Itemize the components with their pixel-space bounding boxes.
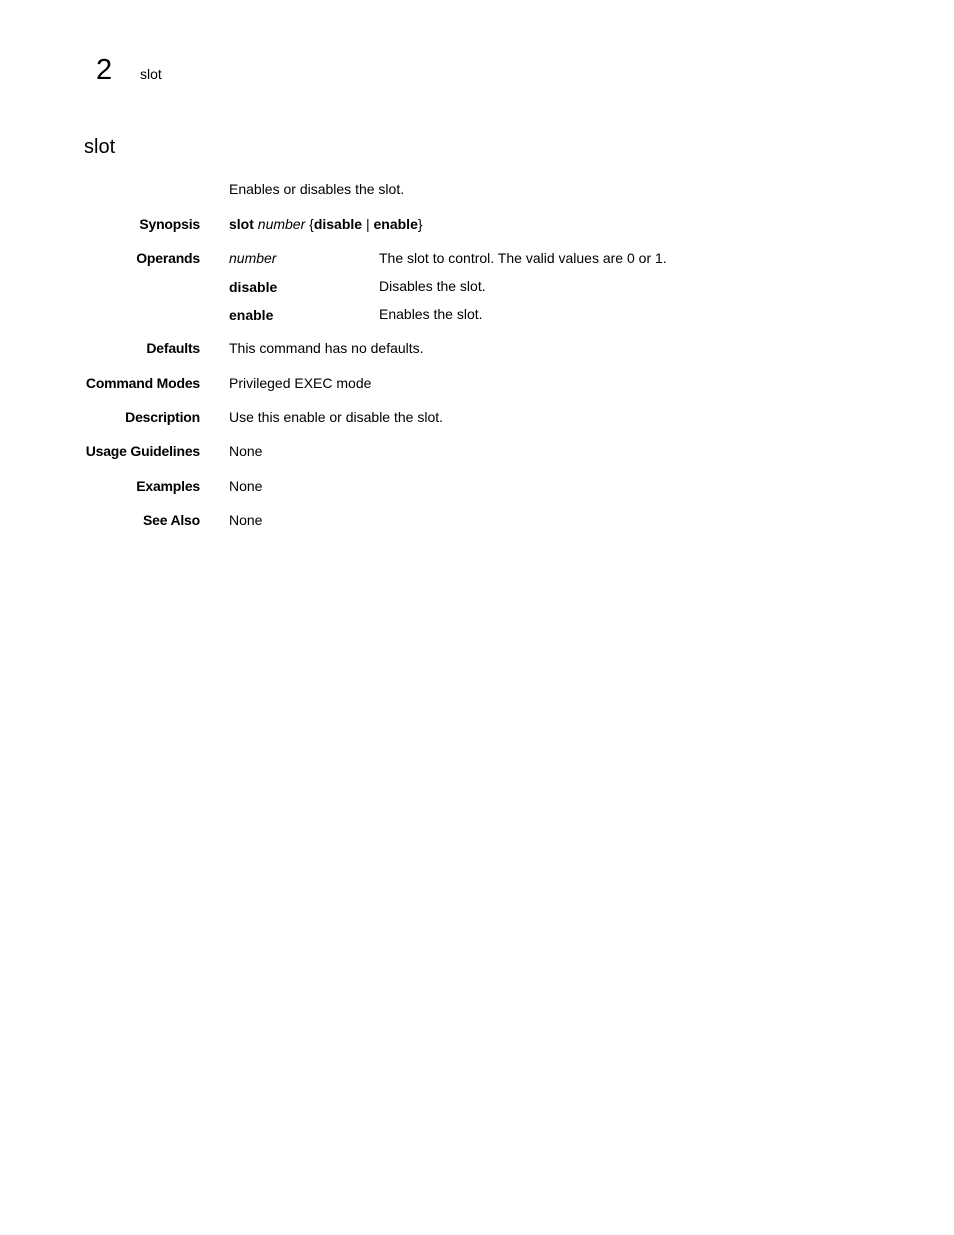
command-title: slot: [84, 136, 116, 158]
examples-value: None: [229, 478, 263, 494]
see-also-row: [0, 511, 954, 531]
examples-label: Examples: [136, 478, 200, 494]
synopsis-row: [0, 215, 954, 235]
defaults-row: [0, 339, 954, 359]
synopsis-option-disable: disable: [313, 216, 363, 232]
defaults-value: This command has no defaults.: [229, 340, 424, 356]
see-also-label: See Also: [142, 512, 200, 528]
operand-description: The slot to control. The valid values are 0 or 1.: [379, 250, 667, 266]
defaults-label: Defaults: [146, 340, 200, 356]
description-row: [0, 408, 954, 428]
usage-guidelines-label: Usage Guidelines: [85, 443, 200, 459]
usage-guidelines-value: None: [229, 443, 263, 459]
command-modes-row: [0, 374, 954, 394]
synopsis-keyword: slot: [229, 216, 254, 232]
description-label: Description: [125, 409, 200, 425]
see-also-value: None: [229, 512, 263, 528]
synopsis-option-enable: enable: [373, 216, 418, 232]
command-modes-value: Privileged EXEC mode: [229, 375, 372, 391]
operands-label: Operands: [136, 250, 200, 266]
command-modes-label: Command Modes: [85, 375, 200, 391]
operand-description: Disables the slot.: [379, 278, 486, 294]
synopsis-label: Synopsis: [139, 216, 200, 232]
operand-description: Enables the slot.: [379, 306, 483, 322]
chapter-number: 2: [96, 54, 113, 86]
description-value: Use this enable or disable the slot.: [229, 409, 444, 425]
command-summary: Enables or disables the slot.: [229, 181, 405, 197]
synopsis-brace-close: }: [417, 216, 423, 232]
operand-name: enable: [229, 307, 274, 323]
operand-name: number: [229, 250, 277, 266]
examples-row: [0, 477, 954, 497]
operand-name: disable: [229, 279, 278, 295]
running-title: slot: [140, 66, 162, 82]
synopsis-brace-open: {: [309, 216, 314, 232]
synopsis-value: [229, 215, 423, 233]
usage-guidelines-row: [0, 442, 954, 462]
synopsis-argument: number: [257, 216, 306, 232]
synopsis-separator: |: [362, 216, 374, 232]
operands-row: [0, 249, 954, 329]
